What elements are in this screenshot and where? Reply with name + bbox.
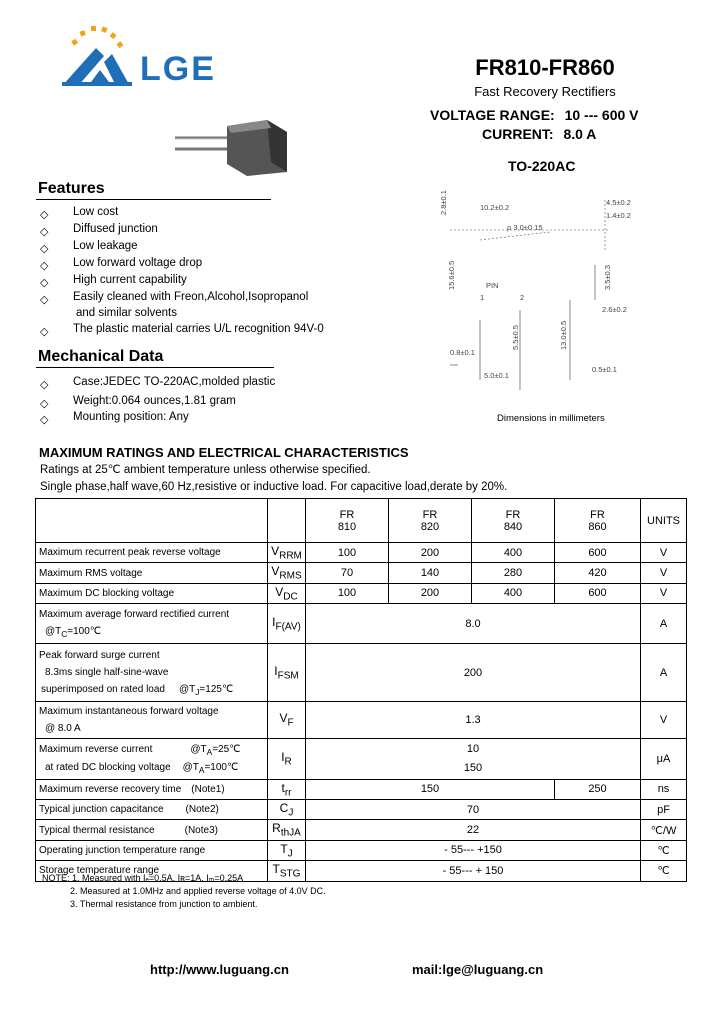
- footer-mail[interactable]: mail:lge@luguang.cn: [412, 962, 544, 977]
- dimensions-caption: Dimensions in millimeters: [497, 413, 605, 424]
- table-row: Maximum RMS voltage $V_{RMS}$ 70 140 280 420 V: [36, 563, 687, 583]
- dim-label: 1: [480, 293, 485, 302]
- component-image: [175, 118, 315, 178]
- header-blank: [36, 499, 268, 543]
- note-2: 2. Measured at 1.0MHz and applied reverse voltage of 4.0V DC.: [70, 886, 326, 897]
- diamond-icon: ◇: [40, 226, 49, 238]
- dim-label: 5.5±0.5: [511, 325, 520, 350]
- dim-label: 1.4±0.2: [606, 211, 631, 220]
- current-value: 8.0 A: [563, 126, 597, 142]
- ratings-note-1: Ratings at 25℃ ambient temperature unless otherwise specified.: [40, 464, 371, 476]
- note-1: NOTE: 1. Measured with Iₑ=0.5A, Iʀ=1A, Iₘ=0.25A: [42, 873, 244, 883]
- logo-mark-icon: [58, 18, 138, 90]
- dim-label: 4.5±0.2: [606, 198, 631, 207]
- list-item: ◇ Low cost: [40, 206, 119, 221]
- diamond-icon: ◇: [40, 277, 49, 289]
- footer-url[interactable]: http://www.luguang.cn: [150, 962, 289, 977]
- logo-text: LGE: [140, 50, 216, 88]
- list-item: ◇ Case:JEDEC TO-220AC,molded plastic: [40, 376, 276, 391]
- notes: [42, 872, 326, 911]
- table-row: Operating junction temperature range $T_J$ - 55--- +150 ℃: [36, 840, 687, 860]
- list-item: ◇ Weight:0.064 ounces,1.81 gram: [40, 395, 236, 410]
- ratings-note-2: Single phase,half wave,60 Hz,resistive or inductive load. For capacitive load,derate by 20%.: [40, 481, 508, 493]
- voltage-value: 10 --- 600 V: [564, 107, 639, 123]
- list-item: ◇ The plastic material carries U/L recognition 94V-0: [40, 323, 324, 338]
- table-row: Peak forward surge current 8.3ms single half-sine-wave superimposed on rated load $@T_J=125℃$ $I_{FSM}$ 200 A: [36, 644, 687, 702]
- dim-label: 0.5±0.1: [592, 365, 617, 374]
- diamond-icon: ◇: [40, 414, 49, 426]
- dim-label: 5.0±0.1: [484, 371, 509, 380]
- list-item: ◇ Easily cleaned with Freon,Alcohol,Isopropanol: [40, 291, 309, 306]
- table-row: Typical thermal resistance (Note3) $R_{thJA}$ 22 ℃/W: [36, 820, 687, 840]
- diamond-icon: ◇: [40, 398, 49, 410]
- dim-label: 2.6±0.2: [602, 305, 627, 314]
- dim-label: 13.0±0.5: [559, 320, 568, 350]
- mechanical-rule: [36, 367, 274, 368]
- dim-label: 0.8±0.1: [450, 348, 475, 357]
- dim-label: 2: [520, 293, 525, 302]
- product-subtitle: Fast Recovery Rectifiers: [474, 84, 616, 99]
- features-heading: Features: [38, 180, 105, 197]
- list-item: ◇ Low forward voltage drop: [40, 257, 203, 272]
- current-rating: [482, 126, 596, 142]
- part-range-title: FR810-FR860: [475, 55, 615, 80]
- table-row: Maximum average forward rectified current $@T_C=100℃$ $I_{F(AV)}$ 8.0 A: [36, 604, 687, 644]
- table-row: Maximum recurrent peak reverse voltage $V_{RRM}$ 100 200 400 600 V: [36, 543, 687, 563]
- diamond-icon: ◇: [40, 294, 49, 306]
- features-rule: [36, 199, 271, 200]
- diamond-icon: ◇: [40, 379, 49, 391]
- list-item: ◇ Low leakage: [40, 240, 138, 255]
- current-label: CURRENT:: [482, 126, 554, 142]
- dim-label: 15.6±0.5: [447, 260, 456, 290]
- col-header: FR 810: [306, 499, 389, 543]
- logo: [58, 18, 238, 93]
- table-header-row: [36, 499, 687, 543]
- dim-label: 10.2±0.2: [480, 203, 510, 212]
- diamond-icon: ◇: [40, 326, 49, 338]
- table-row: Storage temperature range $T_{STG}$ - 55--- + 150 ℃: [36, 861, 687, 881]
- col-header: FR 860: [555, 499, 641, 543]
- table-row: Typical junction capacitance (Note2) $C_J$ 70 pF: [36, 799, 687, 819]
- header-blank: [268, 499, 306, 543]
- list-item: ◇ Diffused junction: [40, 223, 158, 238]
- mechanical-heading: Mechanical Data: [38, 348, 164, 365]
- voltage-label: VOLTAGE RANGE:: [430, 107, 555, 123]
- list-item: ◇ High current capability: [40, 274, 187, 289]
- col-header: FR 840: [472, 499, 555, 543]
- diamond-icon: ◇: [40, 243, 49, 255]
- dim-label: ρ 3.0±0.15: [507, 223, 543, 232]
- package-name: TO-220AC: [508, 158, 576, 174]
- table-row: Maximum reverse recovery time (Note1) $t_{rr}$ 150 250 ns: [36, 779, 687, 799]
- dim-label: PIN: [486, 281, 499, 290]
- table-row: Maximum reverse current $@T_A=25℃$ at rated DC blocking voltage $@T_A=100℃$ $I_R$ 10 150 μA: [36, 739, 687, 779]
- dim-label: 2.8±0.1: [439, 190, 448, 215]
- dimension-drawing: [430, 190, 640, 410]
- list-item: ◇ Mounting position: Any: [40, 411, 189, 426]
- table-row: Maximum DC blocking voltage $V_{DC}$ 100 200 400 600 V: [36, 583, 687, 603]
- diamond-icon: ◇: [40, 209, 49, 221]
- ratings-table: [35, 498, 687, 882]
- voltage-range: [430, 107, 639, 123]
- ratings-heading: MAXIMUM RATINGS AND ELECTRICAL CHARACTERISTICS: [39, 445, 409, 460]
- units-header: UNITS: [641, 499, 687, 543]
- note-3: 3. Thermal resistance from junction to ambient.: [70, 899, 258, 910]
- diamond-icon: ◇: [40, 260, 49, 272]
- col-header: FR 820: [389, 499, 472, 543]
- table-row: Maximum instantaneous forward voltage @ 8.0 A $V_F$ 1.3 V: [36, 702, 687, 739]
- dim-label: 3.5±0.3: [603, 265, 612, 290]
